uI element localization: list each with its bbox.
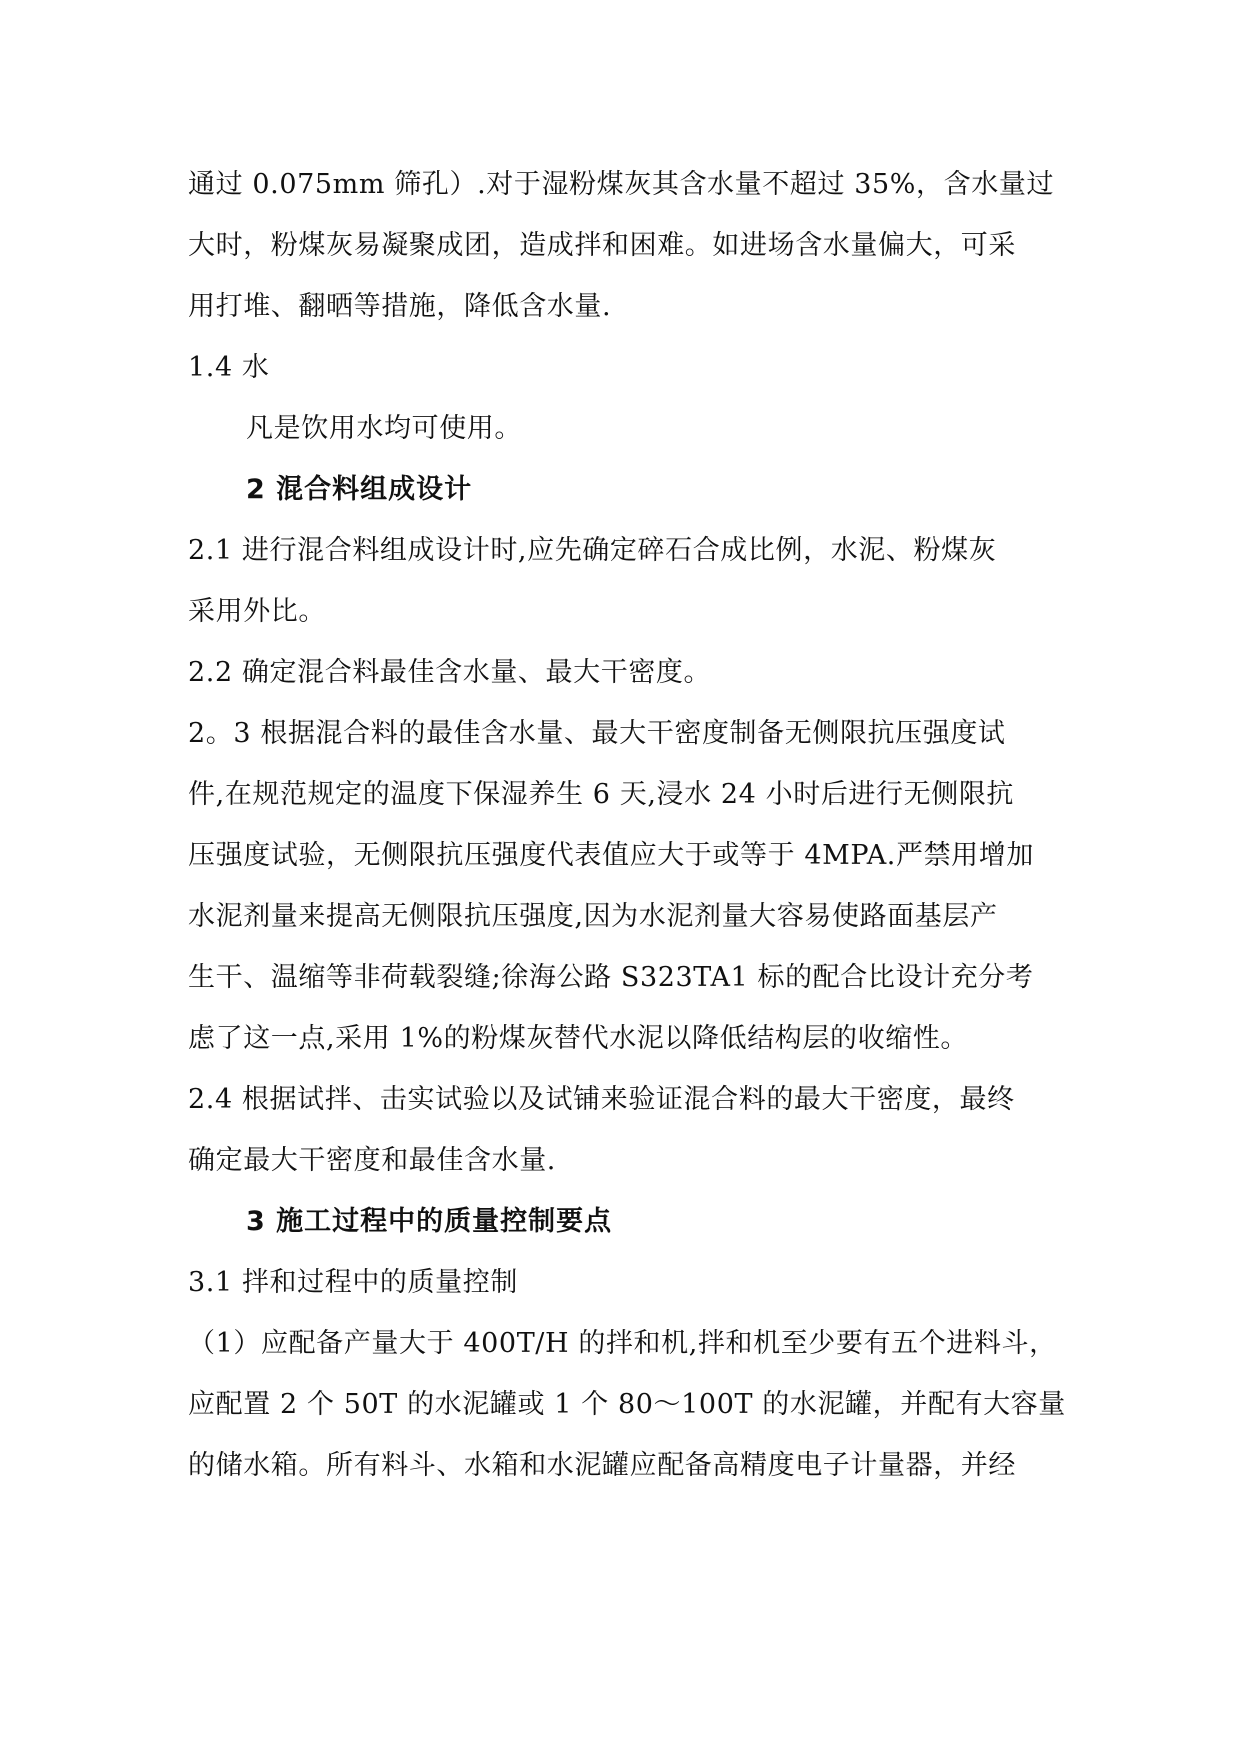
paragraph-line: 确定最大干密度和最佳含水量. bbox=[188, 1145, 556, 1176]
paragraph-line: 2。3 根据混合料的最佳含水量、最大干密度制备无侧限抗压强度试 bbox=[188, 718, 1006, 749]
paragraph-line: 2.2 确定混合料最佳含水量、最大干密度。 bbox=[188, 657, 712, 688]
paragraph-line: 通过 0.075mm 筛孔）.对于湿粉煤灰其含水量不超过 35%，含水量过 bbox=[188, 169, 1055, 200]
paragraph-line: 压强度试验，无侧限抗压强度代表值应大于或等于 4MPA.严禁用增加 bbox=[188, 840, 1034, 871]
paragraph-line: 2.4 根据试拌、击实试验以及试铺来验证混合料的最大干密度，最终 bbox=[188, 1084, 1015, 1115]
paragraph-line: 生干、温缩等非荷载裂缝;徐海公路 S323TA1 标的配合比设计充分考 bbox=[188, 962, 1034, 993]
section-heading-3-1: 3.1 拌和过程中的质量控制 bbox=[188, 1267, 518, 1298]
paragraph-line: 2.1 进行混合料组成设计时,应先确定碎石合成比例，水泥、粉煤灰 bbox=[188, 535, 997, 566]
section-heading-3: 3 施工过程中的质量控制要点 bbox=[246, 1206, 613, 1237]
section-heading-1-4: 1.4 水 bbox=[188, 352, 270, 383]
paragraph-line: 应配置 2 个 50T 的水泥罐或 1 个 80～100T 的水泥罐，并配有大容量 bbox=[188, 1389, 1066, 1420]
paragraph-line: 的储水箱。所有料斗、水箱和水泥罐应配备高精度电子计量器，并经 bbox=[188, 1450, 1016, 1481]
paragraph-line: 采用外比。 bbox=[188, 596, 326, 627]
paragraph-line: 件,在规范规定的温度下保湿养生 6 天,浸水 24 小时后进行无侧限抗 bbox=[188, 779, 1015, 810]
paragraph-line: （1）应配备产量大于 400T/H 的拌和机,拌和机至少要有五个进料斗， bbox=[188, 1328, 1057, 1359]
paragraph-line: 水泥剂量来提高无侧限抗压强度,因为水泥剂量大容易使路面基层产 bbox=[188, 901, 998, 932]
paragraph-line: 用打堆、翻晒等措施，降低含水量. bbox=[188, 291, 612, 322]
paragraph-line: 虑了这一点,采用 1%的粉煤灰替代水泥以降低结构层的收缩性。 bbox=[188, 1023, 968, 1054]
paragraph-line: 凡是饮用水均可使用。 bbox=[246, 413, 522, 444]
section-heading-2: 2 混合料组成设计 bbox=[246, 474, 473, 505]
paragraph-line: 大时，粉煤灰易凝聚成团，造成拌和困难。如进场含水量偏大，可采 bbox=[188, 230, 1016, 261]
